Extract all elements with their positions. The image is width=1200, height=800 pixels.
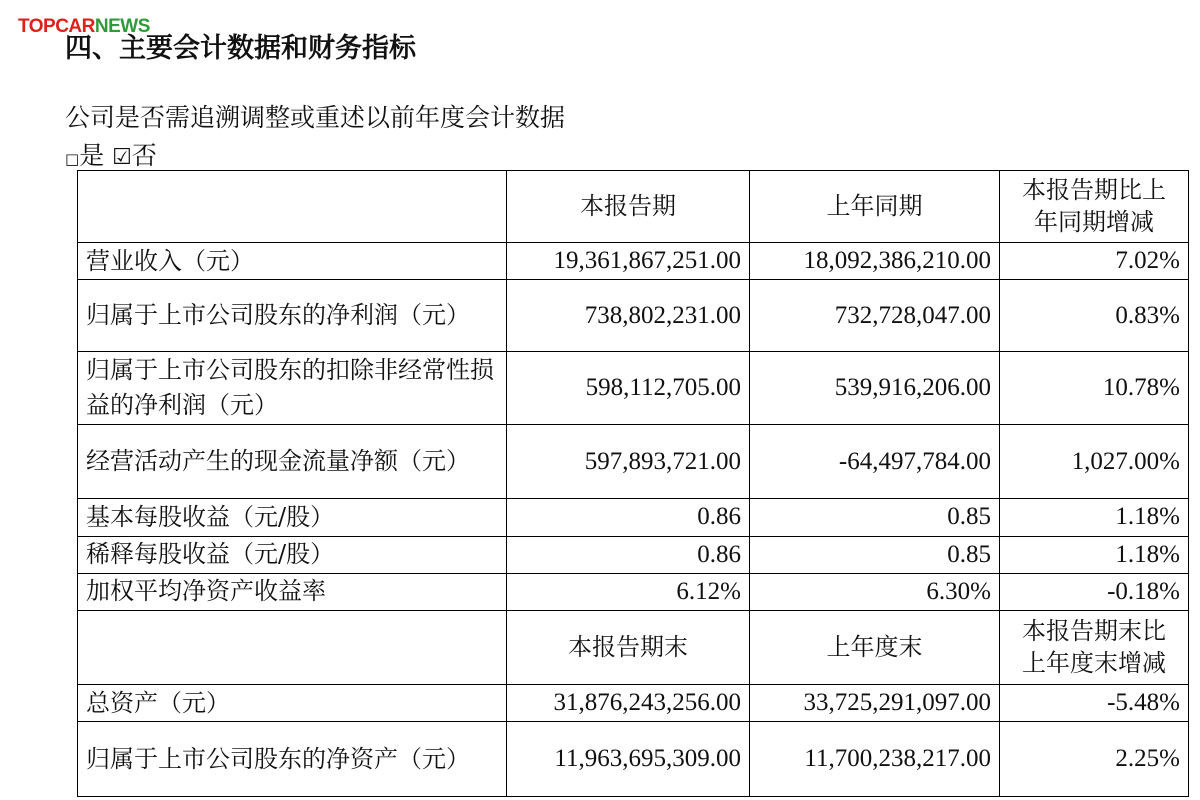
table-row bbox=[78, 573, 1189, 610]
header-year-end-change-line2: 上年度末增减 bbox=[1022, 648, 1166, 677]
table-row bbox=[78, 352, 1189, 425]
header-prior-period: 上年同期 bbox=[750, 171, 1000, 243]
previous-value: 0.85 bbox=[750, 536, 1000, 573]
header-prior-year-end: 上年度末 bbox=[750, 611, 1000, 685]
change-value: 7.02% bbox=[1000, 243, 1189, 280]
previous-value: 0.85 bbox=[750, 499, 1000, 536]
change-value: -5.48% bbox=[1000, 685, 1189, 722]
table-row bbox=[78, 280, 1189, 352]
change-value: 10.78% bbox=[1000, 352, 1189, 425]
header-current-period: 本报告期 bbox=[507, 171, 750, 243]
header-yoy-change-line2: 年同期增减 bbox=[1034, 207, 1154, 236]
table-row bbox=[78, 536, 1189, 573]
financial-indicators-table bbox=[77, 170, 1189, 797]
row-label: 加权平均净资产收益率 bbox=[78, 573, 507, 610]
header-yoy-change bbox=[1000, 171, 1189, 243]
yes-option-label: 是 bbox=[79, 141, 113, 170]
table-row bbox=[78, 425, 1189, 499]
previous-value: 539,916,206.00 bbox=[750, 352, 1000, 425]
header-current-period-end: 本报告期末 bbox=[507, 611, 750, 685]
logo-part-news: NEWS bbox=[94, 16, 150, 37]
previous-value: -64,497,784.00 bbox=[750, 425, 1000, 499]
section-heading: 四、主要会计数据和财务指标 bbox=[65, 33, 416, 64]
current-value: 31,876,243,256.00 bbox=[507, 685, 750, 722]
row-label: 基本每股收益（元/股） bbox=[78, 499, 507, 536]
change-value: 1.18% bbox=[1000, 536, 1189, 573]
row-label: 经营活动产生的现金流量净额（元） bbox=[78, 425, 507, 499]
header-cell-blank bbox=[78, 611, 507, 685]
current-value: 738,802,231.00 bbox=[507, 280, 750, 352]
logo-part-topcar: TOPCAR bbox=[18, 16, 95, 37]
change-value: 1.18% bbox=[1000, 499, 1189, 536]
header-cell-blank bbox=[78, 171, 507, 243]
no-option-label: 否 bbox=[131, 141, 157, 170]
current-value: 598,112,705.00 bbox=[507, 352, 750, 425]
current-value: 597,893,721.00 bbox=[507, 425, 750, 499]
current-value: 11,963,695,309.00 bbox=[507, 722, 750, 797]
change-value: 0.83% bbox=[1000, 280, 1189, 352]
previous-value: 11,700,238,217.00 bbox=[750, 722, 1000, 797]
change-value: 1,027.00% bbox=[1000, 425, 1189, 499]
table-header-row-period-end bbox=[78, 611, 1189, 685]
change-value: 2.25% bbox=[1000, 722, 1189, 797]
restatement-options bbox=[65, 136, 157, 172]
previous-value: 18,092,386,210.00 bbox=[750, 243, 1000, 280]
no-checked-checkbox-icon: ☑ bbox=[112, 145, 132, 170]
header-year-end-change-line1: 本报告期末比 bbox=[1022, 617, 1166, 646]
row-label: 总资产（元） bbox=[78, 685, 507, 722]
current-value: 6.12% bbox=[507, 573, 750, 610]
topcarnews-logo bbox=[18, 16, 150, 38]
row-label: 稀释每股收益（元/股） bbox=[78, 536, 507, 573]
current-value: 0.86 bbox=[507, 499, 750, 536]
table-row bbox=[78, 722, 1189, 797]
yes-checkbox-icon: □ bbox=[65, 150, 80, 168]
table-row bbox=[78, 685, 1189, 722]
row-label: 归属于上市公司股东的净资产（元） bbox=[78, 722, 507, 797]
restatement-question: 公司是否需追溯调整或重述以前年度会计数据 bbox=[65, 103, 566, 132]
row-label: 营业收入（元） bbox=[78, 243, 507, 280]
previous-value: 732,728,047.00 bbox=[750, 280, 1000, 352]
previous-value: 6.30% bbox=[750, 573, 1000, 610]
table-header-row-period bbox=[78, 171, 1189, 243]
row-label: 归属于上市公司股东的净利润（元） bbox=[78, 280, 507, 352]
table-row bbox=[78, 499, 1189, 536]
table-row bbox=[78, 243, 1189, 280]
current-value: 0.86 bbox=[507, 536, 750, 573]
header-year-end-change bbox=[1000, 611, 1189, 685]
row-label: 归属于上市公司股东的扣除非经常性损益的净利润（元） bbox=[78, 352, 507, 425]
current-value: 19,361,867,251.00 bbox=[507, 243, 750, 280]
previous-value: 33,725,291,097.00 bbox=[750, 685, 1000, 722]
header-yoy-change-line1: 本报告期比上 bbox=[1022, 176, 1166, 205]
change-value: -0.18% bbox=[1000, 573, 1189, 610]
